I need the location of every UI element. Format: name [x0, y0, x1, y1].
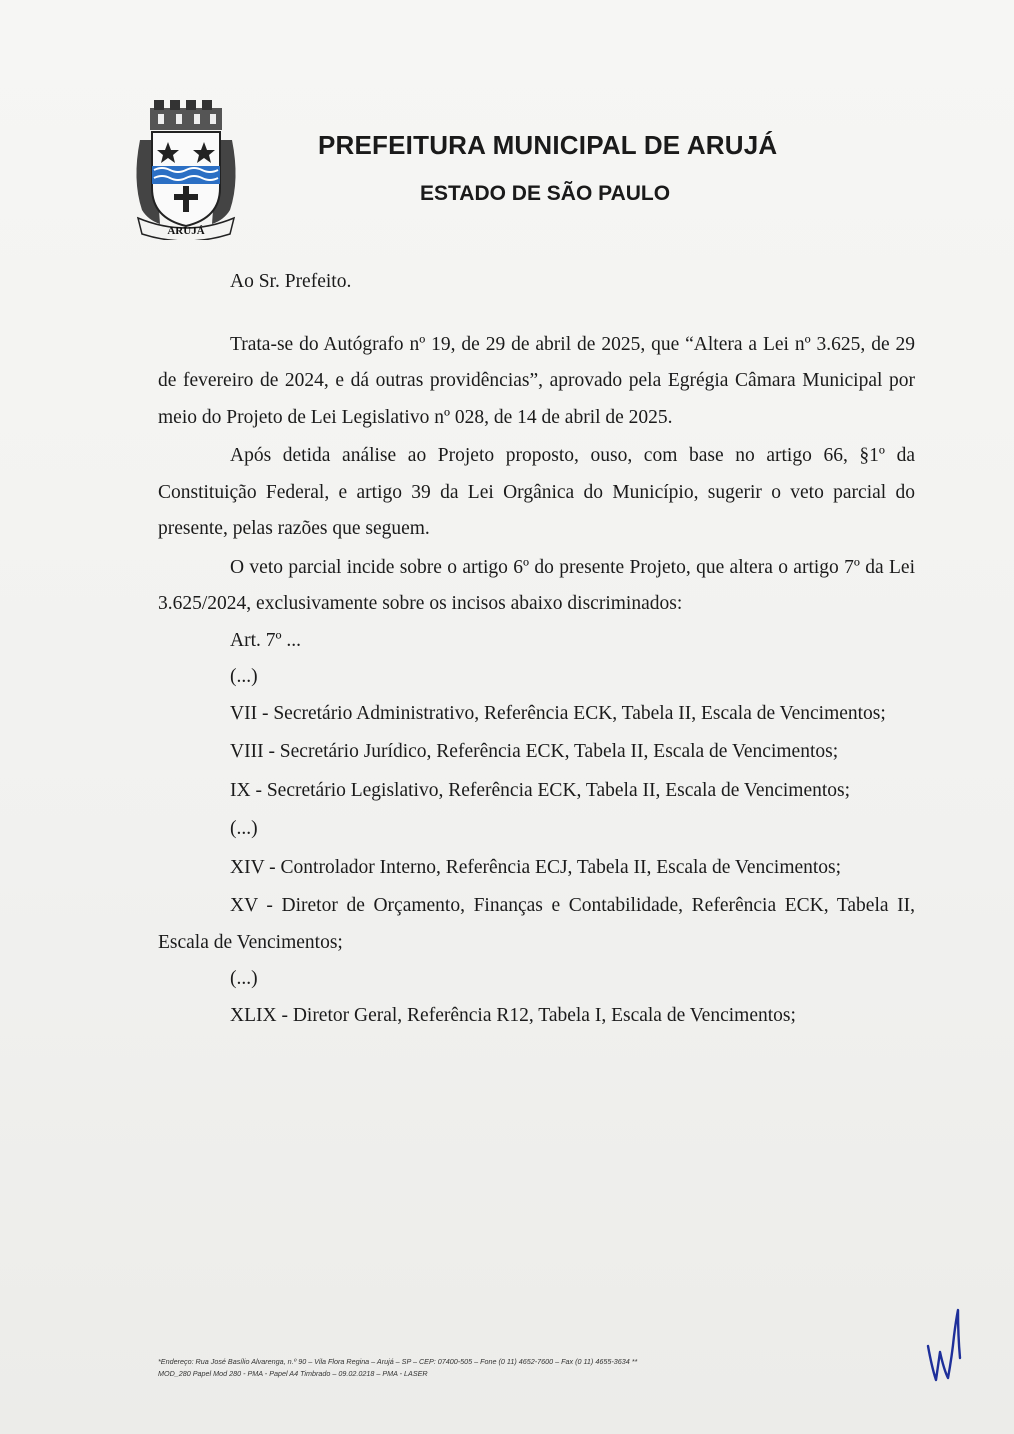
page-subtitle: ESTADO DE SÃO PAULO	[420, 182, 671, 205]
paragraph-analysis: Após detida análise ao Projeto proposto, ouso, com base no artigo 66, §1º da Constituição Federal, e artigo 39 da Lei Orgânica do Município, sugerir o veto parcial do presente, pelas razões que seguem.	[158, 445, 915, 539]
list-item-vii: VII - Secretário Administrativo, Referência ECK, Tabela II, Escala de Vencimentos;	[230, 702, 886, 724]
salutation: Ao Sr. Prefeito.	[230, 271, 352, 292]
ellipsis: (...)	[230, 968, 258, 989]
article-heading: Art. 7º ...	[230, 629, 302, 651]
signature-icon	[918, 1306, 974, 1386]
footer-address: *Endereço: Rua José Basílio Alvarenga, n.º 90 – Vila Flora Regina – Arujá – SP – CEP: 07400-505 – Fone (0 11) 4652-7600 – Fax (0 11) 4655-3634 **	[158, 1357, 638, 1366]
list-item-viii: VIII - Secretário Jurídico, Referência ECK, Tabela II, Escala de Vencimentos;	[230, 741, 839, 762]
list-item-xlix: XLIX - Diretor Geral, Referência R12, Tabela I, Escala de Vencimentos;	[230, 1004, 796, 1026]
list-item-xv: XV - Diretor de Orçamento, Finanças e Contabilidade, Referência ECK, Tabela II, Escala de Vencimentos;	[158, 895, 915, 953]
page-title: PREFEITURA MUNICIPAL DE ARUJÁ	[318, 130, 778, 160]
footer	[158, 1356, 878, 1380]
list-item-xiv: XIV - Controlador Interno, Referência ECJ, Tabela II, Escala de Vencimentos;	[230, 856, 842, 878]
paragraph-scope: O veto parcial incide sobre o artigo 6º do presente Projeto, que altera o artigo 7º da Lei 3.625/2024, exclusivamente sobre os incisos abaixo discriminados:	[158, 556, 915, 614]
municipal-crest-icon	[132, 100, 240, 240]
footer-form-code: MOD_280 Papel Mod 280 - PMA - Papel A4 Timbrado – 09.02.0218 – PMA - LASER	[158, 1369, 428, 1378]
crest-label: ARUJÁ	[167, 225, 205, 237]
letter-body	[158, 264, 915, 1034]
ellipsis: (...)	[230, 818, 258, 839]
paragraph-context: Trata-se do Autógrafo nº 19, de 29 de abril de 2025, que “Altera a Lei nº 3.625, de 29 de fevereiro de 2024, e dá outras providências”, aprovado pela Egrégia Câmara Municipal por meio do Projeto de Lei Legislativo nº 028, de 14 de abril de 2025.	[158, 333, 915, 428]
list-item-ix: IX - Secretário Legislativo, Referência ECK, Tabela II, Escala de Vencimentos;	[230, 779, 851, 801]
ellipsis: (...)	[230, 666, 258, 687]
